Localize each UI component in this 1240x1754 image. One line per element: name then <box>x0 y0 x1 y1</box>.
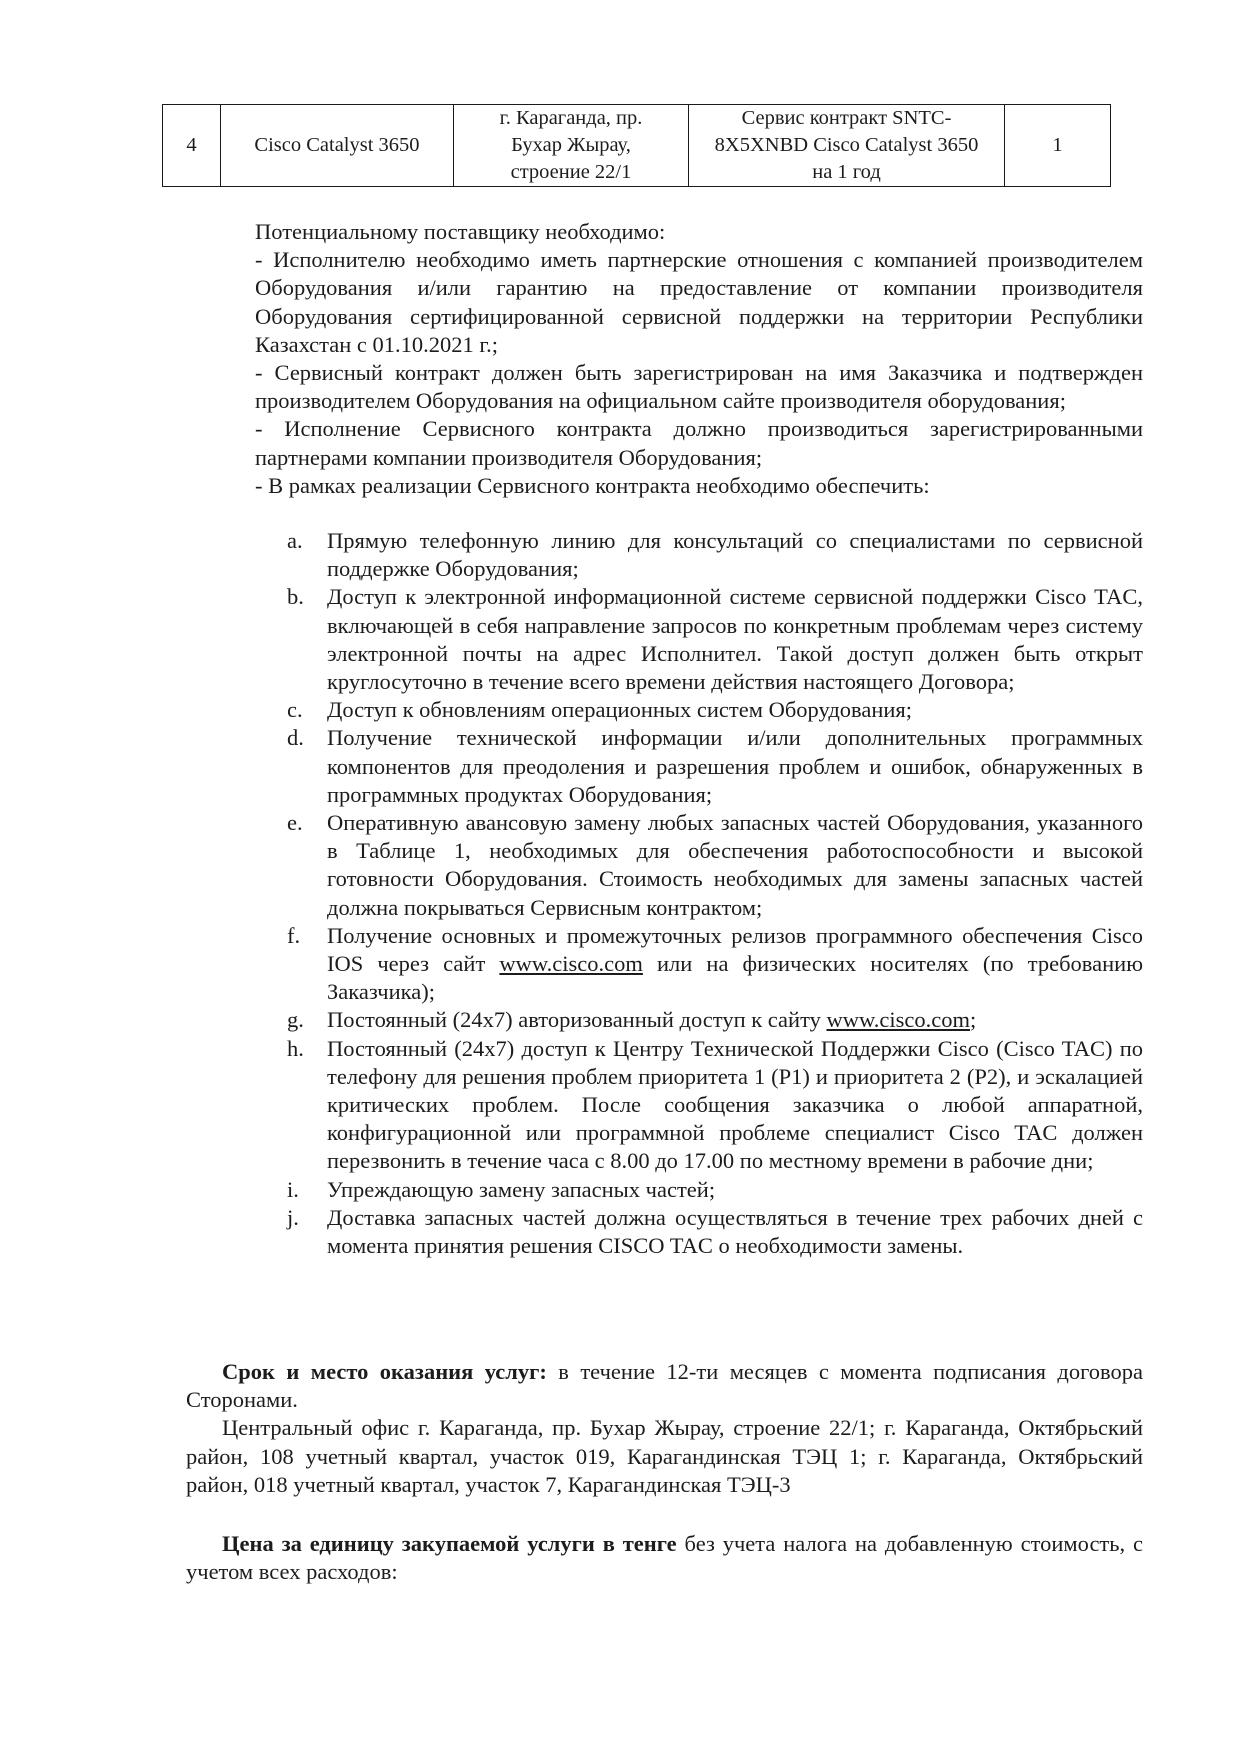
list-item: c. Доступ к обновлениям операционных систем Оборудования; <box>287 697 913 723</box>
requirement-paragraph: - Исполнение Сервисного контракта должно производиться зарегистрированными партнерами компании производителя Оборудования; <box>255 416 1143 470</box>
list-item: h. Постоянный (24x7) доступ к Центру Технической Поддержки Cisco (Cisco TAC) по телефону для решения проблем приоритета 1 (P1) и приоритета 2 (P2), и эскалацией критических проблем. После сообщения заказчика о любой аппаратной, конфигурационной или программной проблеме специалист Cisco TAC должен перезвонить в течение часа с 8.00 до 17.00 по местному времени в рабочие дни; <box>287 1035 1143 1174</box>
list-item: j. Доставка запасных частей должна осуществляться в течение трех рабочих дней с момента принятия решения CISCO TAC о необходимости замены. <box>287 1204 1143 1259</box>
row-number-cell: 4 <box>163 105 221 187</box>
quantity-cell: 1 <box>1005 105 1111 187</box>
service-items-list <box>287 527 1143 1260</box>
unit-price-section <box>186 1530 1143 1586</box>
list-item: i. Упреждающую замену запасных частей; <box>287 1176 716 1202</box>
terms-paragraph: Срок и место оказания услуг: в течение 12-ти месяцев с момента подписания договора Сторонами. <box>186 1359 1143 1413</box>
service-cell: Сервис контракт SNTC- 8X5XNBD Cisco Catalyst 3650 на 1 год <box>689 105 1005 187</box>
services-table <box>162 104 1111 187</box>
list-item: f. Получение основных и промежуточных релизов программного обеспечения Cisco IOS через сайт www.cisco.com или на физических носителях (по требованию Заказчика); <box>287 922 1143 1005</box>
list-item: g. Постоянный (24x7) авторизованный доступ к сайту www.cisco.com; <box>287 1007 977 1033</box>
requirement-paragraph: - В рамках реализации Сервисного контракта необходимо обеспечить: <box>255 472 930 498</box>
list-item: d. Получение технической информации и/или дополнительных программных компонентов для преодоления и разрешения проблем и ошибок, обнаруженных в программных продуктах Оборудования; <box>287 725 1143 807</box>
locations-paragraph: Центральный офис г. Караганда, пр. Бухар Жырау, строение 22/1; г. Караганда, Октябрьский район, 108 учетный квартал, участок 019, Карагандинская ТЭЦ 1; г. Караганда, Октябрьский район, 018 учетный квартал, участок 7, Карагандинская ТЭЦ-3 <box>186 1415 1143 1497</box>
cisco-link[interactable]: www.cisco.com <box>499 951 643 977</box>
requirement-paragraph: - Сервисный контракт должен быть зарегистрирован на имя Заказчика и подтвержден производителем Оборудования на официальном сайте производителя оборудования; <box>255 360 1143 414</box>
cisco-link[interactable]: www.cisco.com <box>826 1007 971 1033</box>
table-row <box>163 105 1111 187</box>
address-cell: г. Караганда, пр. Бухар Жырау, строение 22/1 <box>454 105 689 187</box>
requirements-heading: Потенциальному поставщику необходимо: <box>255 219 666 244</box>
price-paragraph: Цена за единицу закупаемой услуги в тенге без учета налога на добавленную стоимость, с учетом всех расходов: <box>186 1531 1144 1585</box>
list-item: e. Оперативную авансовую замену любых запасных частей Оборудования, указанного в Таблице 1, необходимых для обеспечения работоспособности и высокой готовности Оборудования. Стоимость необходимых для замены запасных частей должна покрываться Сервисным контрактом; <box>287 810 1143 920</box>
equipment-cell: Cisco Catalyst 3650 <box>221 105 454 187</box>
list-item: b. Доступ к электронной информационной системе сервисной поддержки Cisco TAC, включающей в себя направление запросов по конкретным проблемам через систему электронной почты на адрес Исполнител. Такой доступ должен быть открыт круглосуточно в течение всего времени действия настоящего Договора; <box>287 584 1143 695</box>
supplier-requirements <box>255 218 1143 500</box>
terms-and-place <box>186 1358 1143 1499</box>
requirement-paragraph: - Исполнителю необходимо иметь партнерские отношения с компанией производителем Оборудования и/или гарантию на предоставление от компании производителя Оборудования сертифицированной сервисной поддержки на территории Республики Казахстан с 01.10.2021 г.; <box>255 247 1143 357</box>
list-item: a. Прямую телефонную линию для консультаций со специалистами по сервисной поддержке Оборудования; <box>287 528 1143 582</box>
